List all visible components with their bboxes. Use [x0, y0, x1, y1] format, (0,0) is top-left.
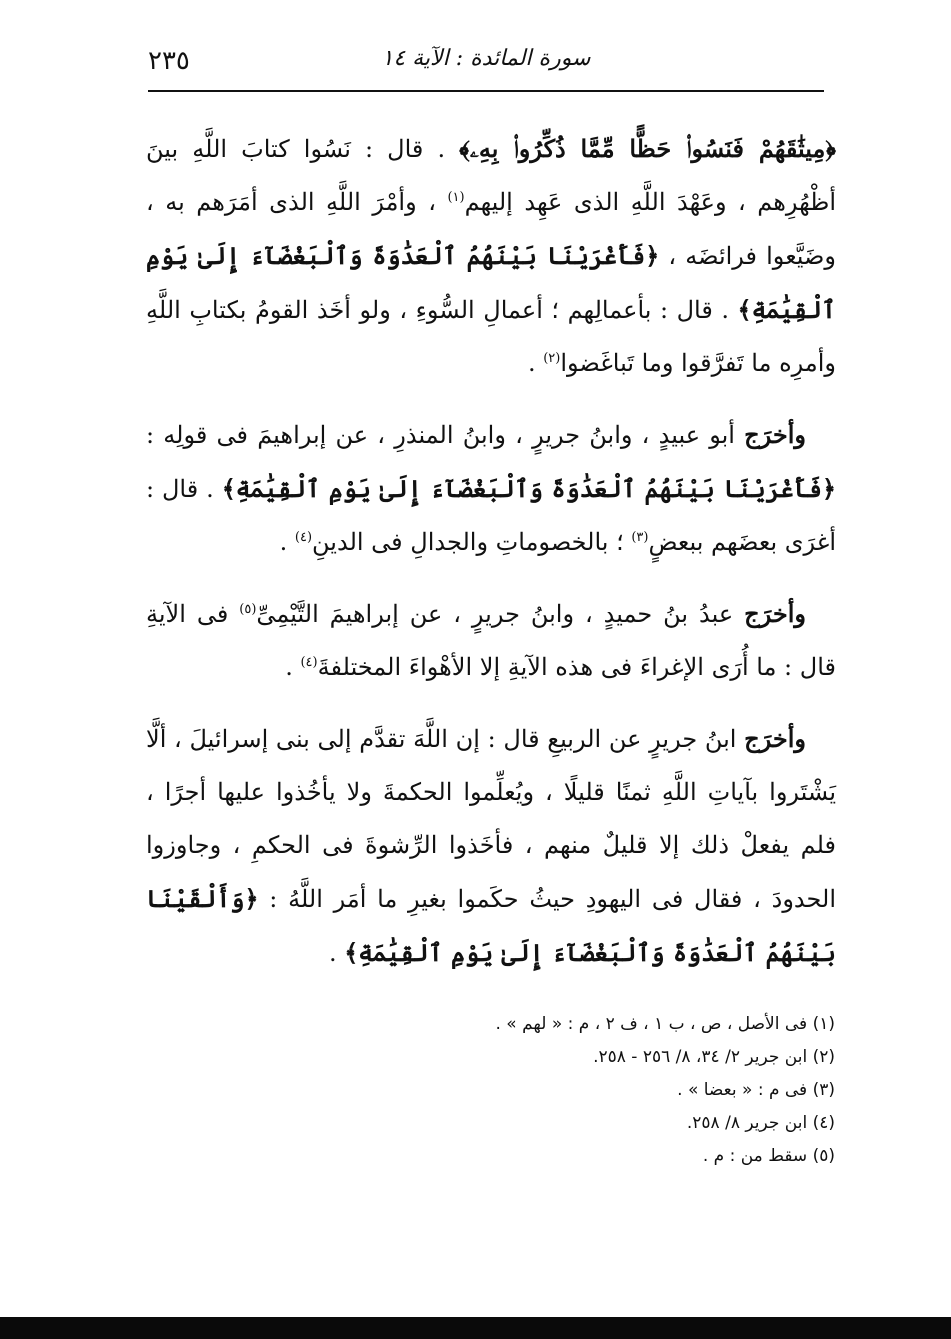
footnote-ref: (٤)	[294, 530, 313, 545]
footnote-4: (٤) ابن جرير ٨/ ٢٥٨.	[686, 1113, 835, 1133]
footnote-2: (٢) ابن جرير ٢/ ٣٤، ٨/ ٢٥٦ - ٢٥٨.	[593, 1047, 835, 1067]
paragraph-lead: وأخرَج	[744, 420, 806, 449]
sentence-end: .	[527, 349, 536, 377]
paragraph-1	[146, 122, 836, 390]
body-text-run: . قال : أغرَى بعضَهم ببعضٍ	[146, 475, 836, 556]
running-title: سورة المائدة : الآية ١٤	[381, 46, 591, 71]
body-text-run: ، وأمْرَ اللَّهِ الذى أمَرَهم به ، وضَيَّعوا فرائضَه ،	[146, 188, 836, 270]
sentence-end: .	[279, 528, 288, 556]
quran-verse: ﴿مِيثَٰقَهُمْ فَنَسُوا۟ حَظًّا مِّمَّا ذُكِّرُوا۟ بِهِۦ﴾	[459, 134, 836, 163]
footnote-1: (١) فى الأصل ، ص ، ب ١ ، ف ٢ ، م : « لهم » .	[495, 1014, 835, 1034]
footnote-3: (٣) فى م : « بعضا » .	[677, 1080, 835, 1100]
quran-verse: ﴿فَأَغْرَيْنَا بَيْنَهُمُ ٱلْعَدَٰوَةَ وَٱلْبَغْضَآءَ إِلَىٰ يَوْمِ ٱلْقِيَٰمَةِ﴾	[221, 474, 836, 503]
paragraph-2	[146, 408, 836, 569]
body-text-run: أبو عبيدٍ ، وابنُ جريرٍ ، وابنُ المنذرِ ، عن إبراهيمَ فى قولِه :	[146, 421, 735, 449]
body-text-run: ؛ بالخصوماتِ والجدالِ فى الدينِ	[312, 528, 624, 556]
header-divider	[148, 90, 824, 92]
paragraph-3	[146, 587, 836, 694]
scan-edge-bar	[0, 1317, 951, 1339]
footnotes	[430, 1008, 835, 1173]
footnote-ref: (٢)	[543, 351, 561, 366]
paragraph-lead: وأخرَج	[744, 724, 806, 753]
body-text-run: فى الآيةِ قال : ما أُرَى الإغراءَ فى هذه الآيةِ إلا الأهْواءَ المختلفةَ	[146, 600, 836, 681]
body-text-run: عبدُ بنُ حميدٍ ، وابنُ جريرٍ ، عن إبراهيمَ التَّيْمِىِّ	[256, 600, 734, 628]
paragraph-4	[146, 712, 836, 980]
footnote-5: (٥) سقط من : م .	[702, 1146, 835, 1166]
sentence-end: .	[285, 653, 293, 681]
body-text	[146, 122, 836, 998]
body-text-run: . قال : بأعمالِهم ؛ أعمالِ السُّوءِ ، ولو أخَذ القومُ بكتابِ اللَّهِ وأمرِه ما تَفرَّقوا وما تَباغَضوا	[146, 296, 836, 377]
footnote-ref: (١)	[447, 190, 465, 205]
body-text-run: ابنُ جريرٍ عن الربيعِ قال : إن اللَّهَ تقدَّم إلى بنى إسرائيلَ ، ألَّا يَشْتَروا بآياتِ اللَّهِ ثمنًا قليلًا ، ويُعلِّموا الحكمةَ ولا يأخُذوا عليها أجرًا ، فلم يفعلْ ذلك إلا قليلٌ منهم ، فأخَذوا الرِّشوةَ فى الحكمِ ، وجاوزوا الحدودَ ، فقال فى اليهودِ حيثُ حكَموا بغيرِ ما أمَر اللَّهُ :	[146, 725, 836, 913]
footnote-ref: (٥)	[239, 602, 257, 617]
quran-verse: ﴿فَأَغْرَيْنَا بَيْنَهُمُ ٱلْعَدَٰوَةَ وَٱلْبَغْضَآءَ إِلَىٰ يَوْمِ ٱلْقِيَٰمَةِ﴾	[146, 241, 836, 324]
sentence-end: .	[328, 939, 337, 967]
page-header	[148, 42, 824, 82]
page-number: ٢٣٥	[148, 46, 190, 76]
paragraph-lead: وأخرَج	[744, 599, 806, 628]
footnote-ref: (٤)	[300, 655, 318, 670]
quran-verse: ﴿وَأَلْقَيْنَا بَيْنَهُمُ ٱلْعَدَٰوَةَ وَٱلْبَغْضَآءَ إِلَىٰ يَوْمِ ٱلْقِيَٰمَةِ﴾	[146, 884, 836, 967]
body-text-run: . قال : نَسُوا كتابَ اللَّهِ بينَ أظْهُرِهم ، وعَهْدَ اللَّهِ الذى عَهِد إليهم	[146, 135, 837, 216]
footnote-ref: (٣)	[631, 530, 649, 545]
